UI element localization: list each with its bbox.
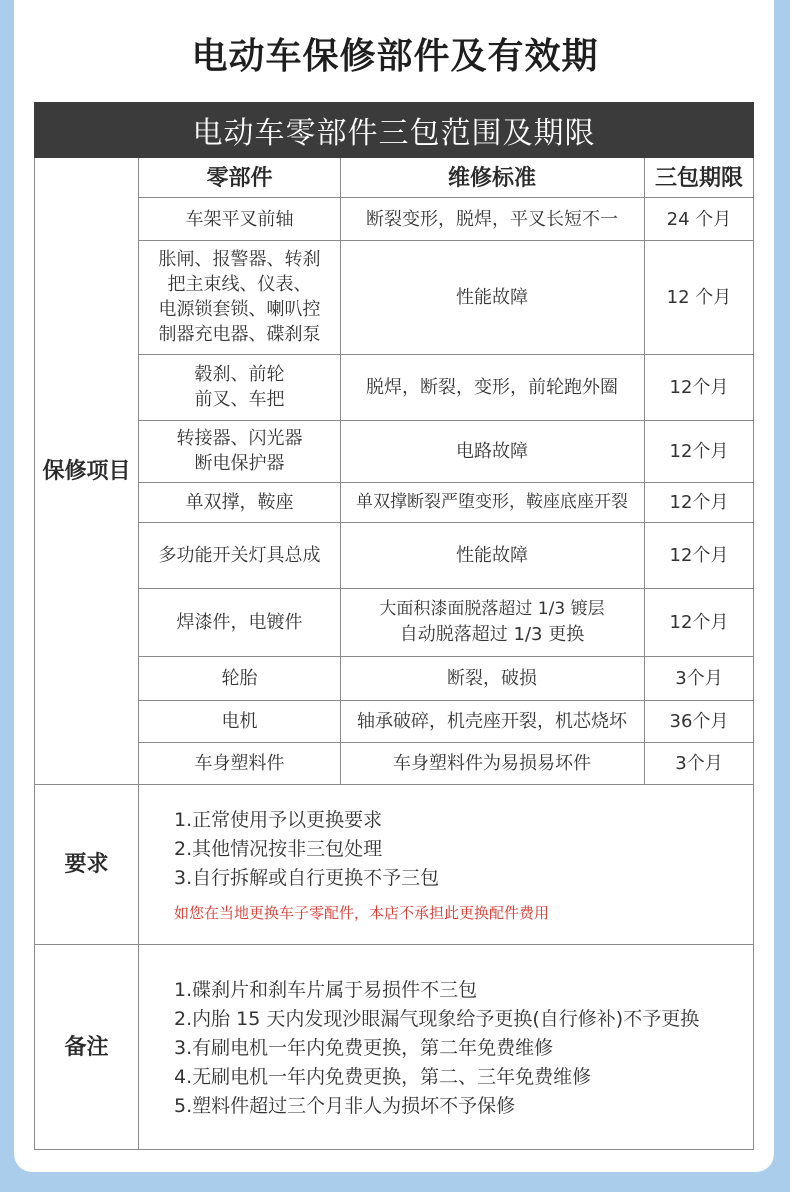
requirement-item: 3.自行拆解或自行更换不予三包 bbox=[174, 867, 440, 889]
requirements-list bbox=[174, 806, 549, 928]
header-part: 零部件 bbox=[206, 165, 273, 191]
table-cell-part bbox=[139, 482, 340, 522]
table-cell-period bbox=[644, 588, 754, 656]
table-cell-part bbox=[139, 522, 340, 588]
table-cell-standard bbox=[340, 588, 644, 656]
table-cell-part bbox=[139, 354, 340, 420]
cell-text bbox=[675, 666, 722, 691]
cell-line: 12个月 bbox=[669, 544, 729, 566]
side-label-remarks: 备注 bbox=[64, 1034, 109, 1060]
cell-text bbox=[159, 247, 321, 347]
cell-line: 制器充电器、碟刹泵 bbox=[158, 324, 321, 345]
requirements-warning: 如您在当地更换车子零配件，本店不承担此更换配件费用 bbox=[174, 904, 550, 922]
table-cell-standard bbox=[340, 522, 644, 588]
table-cell-part bbox=[139, 656, 340, 700]
cell-line: 单双撑，鞍座 bbox=[185, 491, 294, 513]
divider bbox=[644, 158, 645, 784]
table-cell-standard bbox=[340, 482, 644, 522]
cell-text bbox=[379, 597, 604, 647]
row-divider bbox=[138, 482, 754, 483]
table-cell-part bbox=[139, 420, 340, 482]
cell-line: 轴承破碎，机壳座开裂，机芯烧坏 bbox=[357, 710, 627, 732]
cell-line: 车身塑料件 bbox=[194, 752, 285, 774]
cell-text bbox=[670, 610, 729, 635]
cell-text bbox=[456, 285, 528, 310]
cell-text bbox=[667, 207, 732, 232]
remark-item: 2.内胎 15 天内发现沙眼漏气现象给予更换(自行修补)不予更换 bbox=[174, 1008, 700, 1030]
row-divider bbox=[138, 656, 754, 657]
table-cell-part bbox=[139, 742, 340, 784]
cell-line: 36个月 bbox=[669, 710, 729, 732]
cell-text bbox=[366, 375, 618, 400]
table-cell-period bbox=[644, 656, 754, 700]
divider bbox=[340, 158, 341, 784]
cell-line: 性能故障 bbox=[456, 544, 528, 566]
cell-text bbox=[222, 709, 258, 734]
cell-line: 车架平叉前轴 bbox=[185, 208, 294, 230]
page-title: 电动车保修部件及有效期 bbox=[191, 36, 599, 77]
cell-line: 自动脱落超过 1/3 更换 bbox=[399, 624, 585, 645]
remarks-list bbox=[174, 976, 699, 1121]
cell-line: 轮胎 bbox=[221, 667, 258, 689]
cell-line: 焊漆件，电镀件 bbox=[176, 611, 303, 633]
table-cell-standard bbox=[340, 354, 644, 420]
row-divider bbox=[138, 420, 754, 421]
cell-line: 转接器、闪光器 bbox=[176, 428, 303, 449]
row-divider bbox=[138, 700, 754, 701]
remark-item: 3.有刷电机一年内免费更换，第二年免费维修 bbox=[174, 1037, 554, 1059]
cell-text bbox=[670, 709, 729, 734]
table-cell-part bbox=[139, 700, 340, 742]
table-cell-part bbox=[139, 198, 340, 240]
row-divider bbox=[138, 354, 754, 355]
table-cell-period bbox=[644, 482, 754, 522]
cell-line: 脱焊，断裂，变形，前轮跑外圈 bbox=[366, 376, 618, 398]
cell-line: 断电保护器 bbox=[194, 453, 285, 474]
cell-line: 12个月 bbox=[669, 611, 729, 633]
cell-line: 12个月 bbox=[669, 491, 729, 513]
divider bbox=[138, 158, 139, 1150]
cell-text bbox=[195, 751, 285, 776]
cell-line: 单双撑断裂严堕变形，鞍座底座开裂 bbox=[356, 491, 628, 512]
table-banner: 电动车零部件三包范围及期限 bbox=[34, 102, 754, 158]
requirement-item: 1.正常使用予以更换要求 bbox=[174, 809, 383, 831]
table-cell-standard bbox=[340, 700, 644, 742]
table-cell-period bbox=[644, 240, 754, 354]
table-cell-period bbox=[644, 420, 754, 482]
cell-line: 24 个月 bbox=[666, 208, 732, 230]
table-cell-part bbox=[139, 588, 340, 656]
cell-text bbox=[393, 751, 591, 776]
cell-text bbox=[222, 666, 258, 691]
cell-text bbox=[177, 610, 303, 635]
row-divider bbox=[138, 588, 754, 589]
table-cell-period bbox=[644, 354, 754, 420]
divider bbox=[138, 197, 754, 198]
cell-line: 12 个月 bbox=[666, 286, 732, 308]
cell-line: 电源锁套锁、喇叭控 bbox=[158, 299, 321, 320]
remark-item: 5.塑料件超过三个月非人为损坏不予保修 bbox=[174, 1095, 516, 1117]
cell-line: 12个月 bbox=[669, 376, 729, 398]
divider bbox=[34, 944, 754, 945]
cell-line: 大面积漆面脱落超过 1/3 镀层 bbox=[379, 599, 605, 619]
side-label-requirements: 要求 bbox=[64, 851, 109, 877]
header-standard: 维修标准 bbox=[447, 165, 536, 191]
divider bbox=[34, 784, 754, 785]
table-cell-part bbox=[139, 240, 340, 354]
cell-text bbox=[186, 490, 294, 515]
cell-line: 性能故障 bbox=[456, 286, 528, 308]
cell-line: 断裂，破损 bbox=[447, 667, 537, 689]
remark-item: 1.碟刹片和刹车片属于易损件不三包 bbox=[174, 979, 478, 1001]
cell-text bbox=[356, 490, 628, 515]
table-cell-standard bbox=[340, 198, 644, 240]
header-period: 三包期限 bbox=[654, 165, 743, 191]
cell-line: 车身塑料件为易损易坏件 bbox=[393, 752, 591, 774]
cell-line: 12个月 bbox=[669, 440, 729, 462]
table-cell-standard bbox=[340, 656, 644, 700]
row-divider bbox=[138, 240, 754, 241]
cell-text bbox=[159, 543, 321, 568]
cell-line: 3个月 bbox=[675, 667, 723, 689]
row-divider bbox=[138, 522, 754, 523]
cell-line: 电机 bbox=[221, 710, 258, 732]
table-cell-period bbox=[644, 522, 754, 588]
table-cell-period bbox=[644, 198, 754, 240]
cell-text bbox=[456, 543, 528, 568]
cell-text bbox=[357, 709, 627, 734]
cell-text bbox=[670, 490, 729, 515]
cell-text bbox=[670, 375, 729, 400]
cell-line: 电路故障 bbox=[456, 440, 528, 462]
side-label-warranty: 保修项目 bbox=[42, 458, 131, 484]
cell-line: 毂刹、前轮 bbox=[194, 364, 285, 385]
cell-text bbox=[366, 207, 618, 232]
table-cell-period bbox=[644, 700, 754, 742]
table-cell-period bbox=[644, 742, 754, 784]
cell-text bbox=[675, 751, 722, 776]
cell-line: 前叉、车把 bbox=[194, 389, 285, 410]
cell-line: 胀闸、报警器、转刹 bbox=[158, 249, 321, 270]
cell-text bbox=[186, 207, 294, 232]
cell-text bbox=[667, 285, 732, 310]
cell-text bbox=[670, 439, 729, 464]
cell-line: 3个月 bbox=[675, 752, 723, 774]
remark-item: 4.无刷电机一年内免费更换，第二、三年免费维修 bbox=[174, 1066, 592, 1088]
cell-line: 多功能开关灯具总成 bbox=[158, 544, 321, 566]
cell-line: 把主束线、仪表、 bbox=[167, 274, 312, 295]
table-cell-standard bbox=[340, 240, 644, 354]
cell-text bbox=[447, 666, 537, 691]
row-divider bbox=[138, 742, 754, 743]
cell-line: 断裂变形，脱焊，平叉长短不一 bbox=[366, 208, 618, 230]
cell-text bbox=[195, 362, 285, 412]
requirement-item: 2.其他情况按非三包处理 bbox=[174, 838, 383, 860]
cell-text bbox=[177, 426, 303, 476]
cell-text bbox=[670, 543, 729, 568]
table-cell-standard bbox=[340, 420, 644, 482]
table-cell-standard bbox=[340, 742, 644, 784]
cell-text bbox=[456, 439, 528, 464]
